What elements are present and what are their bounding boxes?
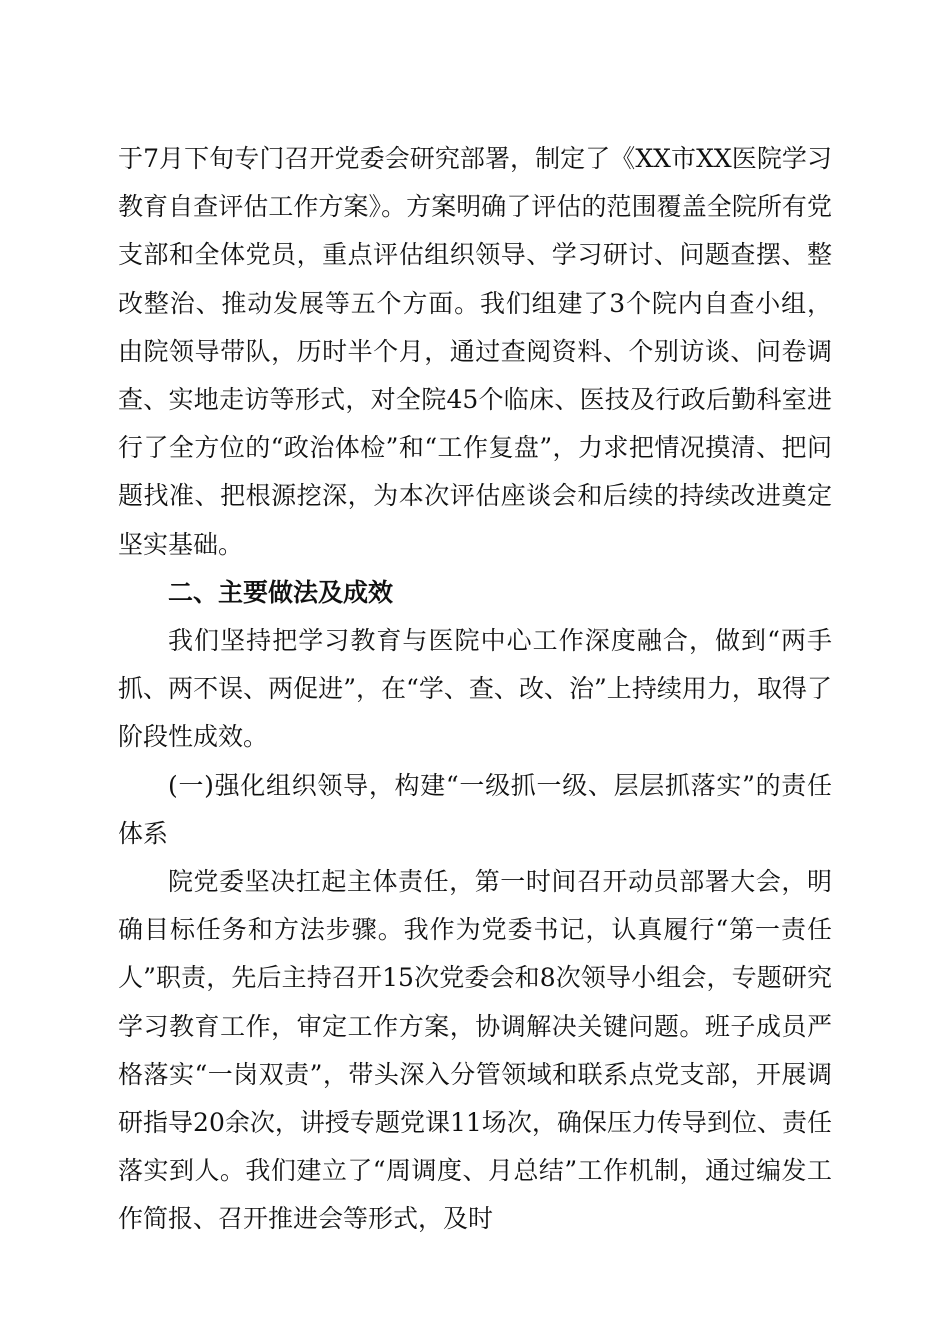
paragraph-continuation: 于7月下旬专门召开党委会研究部署，制定了《XX市XX医院学习教育自查评估工作方案》。方案明确了评估的范围覆盖全院所有党支部和全体党员，重点评估组织领导、学习研讨、问题查摆、整改整治、推动发展等五个方面。我们组建了3个院内自查小组，由院领导带队，历时半个月，通过查阅资料、个别访谈、问卷调查、实地走访等形式，对全院45个临床、医技及行政后勤科室进行了全方位的“政治体检”和“工作复盘”，力求把情况摸清、把问题找准、把根源挖深，为本次评估座谈会和后续的持续改进奠定坚实基础。	[118, 144, 832, 559]
paragraph-intro: 我们坚持把学习教育与医院中心工作深度融合，做到“两手抓、两不误、两促进”，在“学、查、改、治”上持续用力，取得了阶段性成效。	[118, 626, 832, 752]
document-body	[118, 135, 832, 1244]
subsection-heading: (一)强化组织领导，构建“一级抓一级、层层抓落实”的责任体系	[118, 770, 832, 848]
paragraph-body: 院党委坚决扛起主体责任，第一时间召开动员部署大会，明确目标任务和方法步骤。我作为党委书记，认真履行“第一责任人”职责，先后主持召开15次党委会和8次领导小组会，专题研究学习教育工作，审定工作方案，协调解决关键问题。班子成员严格落实“一岗双责”，带头深入分管领域和联系点党支部，开展调研指导20余次，讲授专题党课11场次，确保压力传导到位、责任落实到人。我们建立了“周调度、月总结”工作机制，通过编发工作简报、召开推进会等形式，及时	[118, 867, 832, 1234]
section-heading: 二、主要做法及成效	[168, 577, 394, 607]
